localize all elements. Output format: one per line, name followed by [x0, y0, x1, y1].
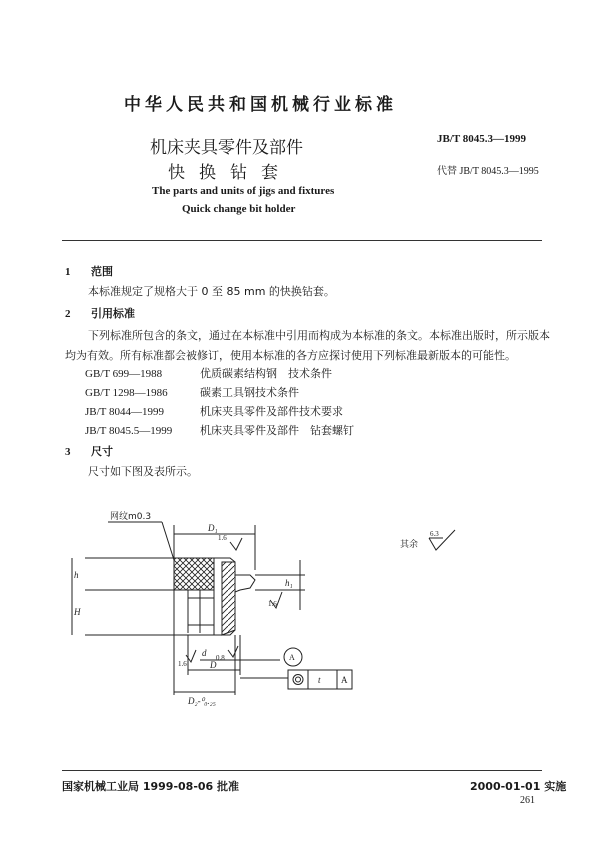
page-number: 261 [520, 795, 535, 806]
surface-rest-value: 6.3 [430, 530, 439, 538]
implementation-date: 2000-01-01 实施 [470, 780, 567, 793]
title-cn-line1: 机床夹具零件及部件 [150, 138, 303, 158]
surface-rest-note [400, 537, 418, 550]
roughness-1: 1.6 [218, 534, 227, 542]
roughness-symbol-icon [425, 528, 461, 554]
section-title: 尺寸 [91, 445, 113, 458]
reference-code: JB/T 8045.5—1999 [85, 425, 173, 437]
reference-title: 机床夹具零件及部件 钻套螺钉 [200, 424, 354, 437]
title-en-line2: Quick change bit holder [182, 203, 296, 215]
roughness-2: 1.6 [268, 600, 277, 608]
section-2-paragraph-line1: 下列标准所包含的条文，通过在本标准中引用而构成为本标准的条文。本标准出版时，所示版本 [88, 329, 550, 342]
reference-code: GB/T 1298—1986 [85, 387, 168, 399]
section-number: 2 [65, 308, 71, 320]
section-3-heading [65, 443, 113, 459]
organization-title: 中华人民共和国机械行业标准 [124, 95, 397, 115]
reference-row [85, 384, 299, 400]
datum-label: A [289, 653, 295, 662]
reference-row [85, 403, 343, 419]
title-cn-line2: 快换钻套 [168, 163, 292, 183]
dim-d: d [202, 648, 207, 658]
section-number: 1 [65, 266, 71, 278]
header-divider [62, 240, 542, 241]
dim-D: D [210, 660, 217, 670]
tolerance-datum: A [341, 675, 348, 685]
section-2-paragraph-line2: 均为有效。所有标准都会被修订，使用本标准的各方应探讨使用下列标准最新版本的可能性。 [65, 349, 516, 362]
reference-title: 优质碳素结构钢 技术条件 [200, 367, 332, 380]
bit-holder-drawing [74, 500, 380, 710]
dim-D2: D₂-⁰₀.₂₅ [188, 696, 216, 706]
roughness-3: 0.8 [216, 654, 225, 662]
standard-code: JB/T 8045.3—1999 [437, 133, 527, 145]
knurl-label: 网纹m0.3 [110, 512, 152, 522]
roughness-4: 1.6 [178, 660, 187, 668]
footer-divider [62, 770, 542, 771]
reference-code: GB/T 699—1988 [85, 368, 163, 380]
dim-H: H [74, 607, 81, 617]
dim-h1: h₁ [285, 578, 293, 588]
surface-rest-label: 其余 [400, 540, 419, 550]
section-1-heading [65, 263, 113, 279]
section-number: 3 [65, 446, 71, 458]
dim-D1: D₁ [208, 523, 218, 533]
tolerance-value: t [318, 675, 321, 685]
replaces-standard: 代替 JB/T 8045.3—1995 [437, 166, 539, 177]
dim-h: h [74, 570, 79, 580]
reference-title: 碳素工具钢技术条件 [200, 386, 299, 399]
section-3-paragraph: 尺寸如下图及表所示。 [88, 465, 198, 478]
section-1-paragraph: 本标准规定了规格大于 0 至 85 mm 的快换钻套。 [88, 285, 335, 298]
section-title: 范围 [91, 265, 113, 278]
section-title: 引用标准 [91, 307, 135, 320]
reference-code: JB/T 8044—1999 [85, 406, 164, 418]
reference-title: 机床夹具零件及部件技术要求 [200, 405, 343, 418]
reference-row [85, 422, 354, 438]
section-2-heading [65, 305, 135, 321]
approval-info: 国家机械工业局 1999-08-06 批准 [62, 780, 240, 793]
reference-row [85, 365, 332, 381]
title-en-line1: The parts and units of jigs and fixtures [152, 185, 335, 197]
